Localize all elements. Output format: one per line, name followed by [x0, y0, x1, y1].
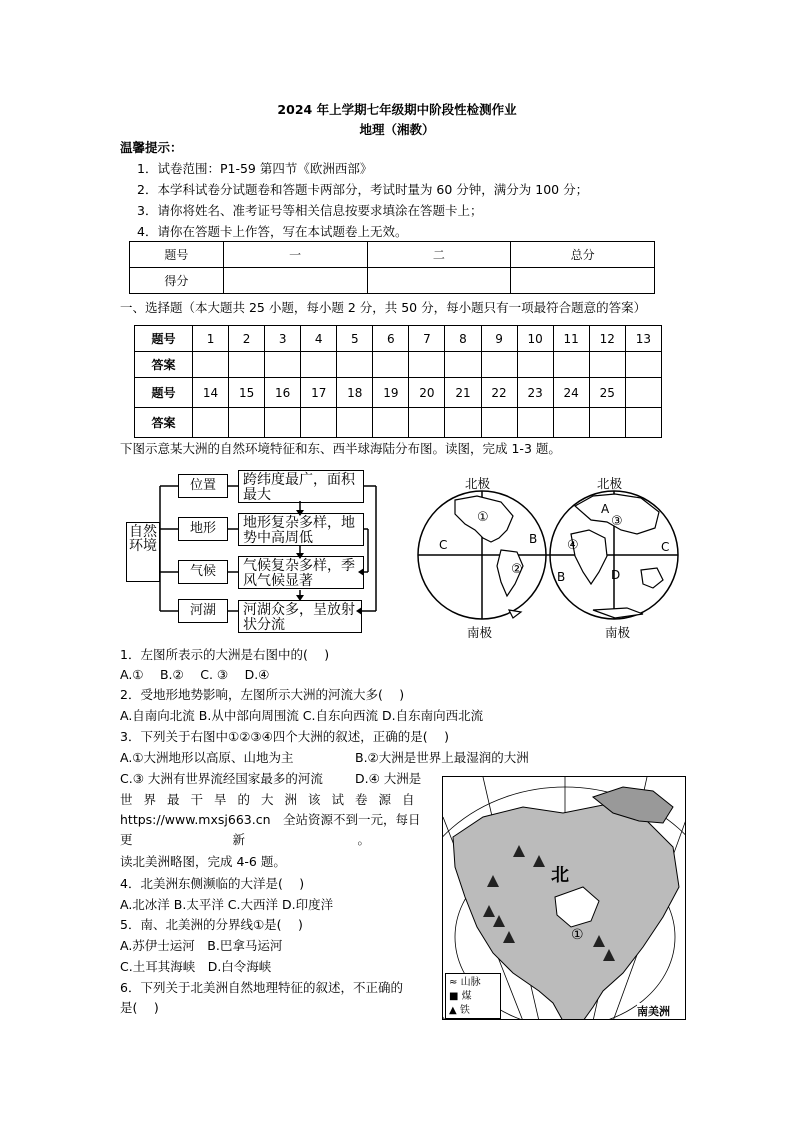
answer-num: 1: [193, 326, 229, 352]
answer-table: [134, 325, 662, 438]
north-america-map: [442, 776, 686, 1020]
question-1: 1．左图所表示的大洲是右图中的( ): [120, 647, 330, 662]
answer-cell[interactable]: [517, 408, 553, 438]
answer-num: 4: [301, 326, 337, 352]
answer-num: 16: [265, 378, 301, 408]
score-input-cell[interactable]: [511, 268, 655, 294]
answer-cell[interactable]: [481, 352, 517, 378]
answer-table-label: 答案: [135, 408, 193, 438]
ocean-label-b: B: [529, 532, 538, 546]
answer-cell[interactable]: [553, 408, 589, 438]
question-3: 3．下列关于右图中①②③④四个大洲的叙述，正确的是( ): [120, 729, 450, 744]
flow-desc-location: 跨纬度最广，面积最大: [238, 470, 364, 503]
answer-cell[interactable]: [481, 408, 517, 438]
score-table: [129, 241, 655, 294]
continent-marker: ①: [477, 510, 489, 525]
answer-num: 2: [229, 326, 265, 352]
exam-subtitle: 地理（湘教）: [359, 122, 435, 137]
answer-num: 22: [481, 378, 517, 408]
continent-marker: ④: [567, 538, 579, 553]
answer-num: 10: [517, 326, 553, 352]
answer-cell[interactable]: [337, 352, 373, 378]
question-6: 6．下列关于北美洲自然地理特征的叙述，不正确的: [120, 980, 403, 995]
answer-num: 18: [337, 378, 373, 408]
answer-cell[interactable]: [193, 408, 229, 438]
legend-item: ≈ 山脉: [449, 977, 481, 988]
answer-cell[interactable]: [445, 352, 481, 378]
answer-cell[interactable]: [445, 408, 481, 438]
hemisphere-map: [415, 472, 685, 642]
iron-icon: ▲: [449, 1005, 457, 1016]
answer-num: 25: [589, 378, 625, 408]
answer-cell[interactable]: [625, 408, 661, 438]
question-3-option-a: A.①大洲地形以高原、山地为主: [120, 750, 294, 765]
answer-cell[interactable]: [193, 352, 229, 378]
mountain-icon: ≈: [449, 977, 458, 988]
answer-num: 23: [517, 378, 553, 408]
score-input-cell[interactable]: [223, 268, 367, 294]
answer-num: 21: [445, 378, 481, 408]
question-2-options: A.自南向北流 B.从中部向周围流 C.自东向西流 D.自东南向西北流: [120, 708, 484, 723]
north-pole-label: 北极: [465, 476, 491, 491]
flowchart: [120, 466, 410, 636]
question-4-options: A.北冰洋 B.太平洋 C.大西洋 D.印度洋: [120, 897, 334, 912]
answer-num: 12: [589, 326, 625, 352]
coal-icon: ■: [449, 991, 459, 1002]
answer-table-label: 题号: [135, 326, 193, 352]
flow-label-location: 位置: [178, 474, 228, 498]
flow-desc-climate: 气候复杂多样，季风气候显著: [238, 556, 364, 589]
flow-root: 自然环境: [126, 522, 160, 582]
question-6-cont: 是( ): [120, 1000, 159, 1015]
score-input-cell[interactable]: [367, 268, 511, 294]
notice-item: 2．本学科试卷分试题卷和答题卡两部分，考试时量为 60 分钟，满分为 100 分；: [137, 182, 589, 197]
answer-cell[interactable]: [589, 352, 625, 378]
legend-item: ▲ 铁: [449, 1005, 470, 1016]
answer-num: [625, 378, 661, 408]
answer-cell[interactable]: [409, 352, 445, 378]
question-5-options: C.土耳其海峡 D.白令海峡: [120, 959, 272, 974]
answer-num: 17: [301, 378, 337, 408]
flow-desc-terrain: 地形复杂多样，地势中高周低: [238, 513, 364, 546]
answer-num: 5: [337, 326, 373, 352]
ocean-label-c: C: [661, 540, 670, 554]
intro-1-3: 下图示意某大洲的自然环境特征和东、西半球海陆分布图。读图，完成 1-3 题。: [120, 441, 561, 456]
answer-num: 3: [265, 326, 301, 352]
ocean-label-b: B: [557, 570, 566, 584]
continent-marker: ③: [611, 514, 623, 529]
answer-num: 6: [373, 326, 409, 352]
question-5: 5．南、北美洲的分界线①是( ): [120, 917, 303, 932]
flow-label-rivers: 河湖: [178, 599, 228, 623]
north-pole-label: 北极: [597, 476, 623, 491]
answer-num: 20: [409, 378, 445, 408]
answer-cell[interactable]: [373, 408, 409, 438]
answer-cell[interactable]: [229, 408, 265, 438]
answer-cell[interactable]: [409, 408, 445, 438]
answer-cell[interactable]: [589, 408, 625, 438]
score-cell: 一: [223, 242, 367, 268]
answer-cell[interactable]: [373, 352, 409, 378]
answer-num: 9: [481, 326, 517, 352]
answer-cell[interactable]: [265, 408, 301, 438]
answer-table-label: 题号: [135, 378, 193, 408]
source-link[interactable]: https://www.mxsj663.cn 全站资源不到一元，每日: [120, 812, 421, 827]
answer-cell[interactable]: [625, 352, 661, 378]
question-3-option-c: C.③ 大洲有世界流经国家最多的河流: [120, 771, 323, 786]
answer-num: 8: [445, 326, 481, 352]
flow-desc-rivers: 河湖众多，呈放射状分流: [238, 600, 362, 633]
answer-cell[interactable]: [301, 352, 337, 378]
answer-num: 15: [229, 378, 265, 408]
question-3-option-b: B.②大洲是世界上最湿润的大洲: [355, 750, 529, 765]
ocean-label-d: D: [611, 568, 621, 582]
source-note: 更 新 。: [120, 832, 371, 847]
notice-item: 1．试卷范围：P1-59 第四节《欧洲西部》: [137, 161, 373, 176]
north-america-label: 北: [551, 865, 569, 886]
answer-cell[interactable]: [553, 352, 589, 378]
answer-cell[interactable]: [517, 352, 553, 378]
intro-4-6: 读北美洲略图，完成 4-6 题。: [120, 854, 286, 869]
score-cell: 二: [367, 242, 511, 268]
question-5-options: A.苏伊士运河 B.巴拿马运河: [120, 938, 283, 953]
flow-label-terrain: 地形: [178, 517, 228, 541]
question-4: 4．北美洲东侧濒临的大洋是( ): [120, 876, 305, 891]
answer-table-label: 答案: [135, 352, 193, 378]
answer-num: 11: [553, 326, 589, 352]
south-america-label: 南美洲: [637, 1005, 670, 1018]
canal-marker: ①: [571, 927, 584, 943]
continent-marker: ②: [511, 562, 523, 577]
south-pole-label: 南极: [605, 625, 631, 640]
south-pole-label: 南极: [467, 625, 493, 640]
answer-num: 13: [625, 326, 661, 352]
question-1-options: A.① B.② C. ③ D.④: [120, 667, 270, 682]
answer-num: 14: [193, 378, 229, 408]
score-cell: 题号: [130, 242, 224, 268]
answer-cell[interactable]: [229, 352, 265, 378]
section-heading: 一、选择题（本大题共 25 小题，每小题 2 分，共 50 分，每小题只有一项最符合题意的答案）: [120, 300, 647, 315]
answer-num: 24: [553, 378, 589, 408]
map-legend: [445, 973, 501, 1019]
flow-label-climate: 气候: [178, 560, 228, 584]
answer-cell[interactable]: [301, 408, 337, 438]
hemisphere-drawing: [415, 472, 685, 642]
answer-cell[interactable]: [265, 352, 301, 378]
legend-item: ■ 煤: [449, 991, 472, 1002]
question-3-option-d-cont: 世界最干旱的大洲该试卷源自: [120, 792, 426, 807]
question-3-option-d: D.④ 大洲是: [355, 771, 422, 786]
score-cell: 得分: [130, 268, 224, 294]
answer-num: 19: [373, 378, 409, 408]
notice-item: 3．请你将姓名、准考证号等相关信息按要求填涂在答题卡上；: [137, 203, 483, 218]
question-2: 2．受地形地势影响，左图所示大洲的河流大多( ): [120, 687, 405, 702]
answer-num: 7: [409, 326, 445, 352]
notice-heading: 温馨提示：: [120, 140, 183, 155]
ocean-label-c: C: [439, 538, 448, 552]
score-cell: 总分: [511, 242, 655, 268]
notice-item: 4．请你在答题卡上作答，写在本试题卷上无效。: [137, 224, 408, 239]
exam-title: 2024 年上学期七年级期中阶段性检测作业: [277, 102, 517, 117]
answer-cell[interactable]: [337, 408, 373, 438]
ocean-label-a: A: [601, 502, 610, 516]
